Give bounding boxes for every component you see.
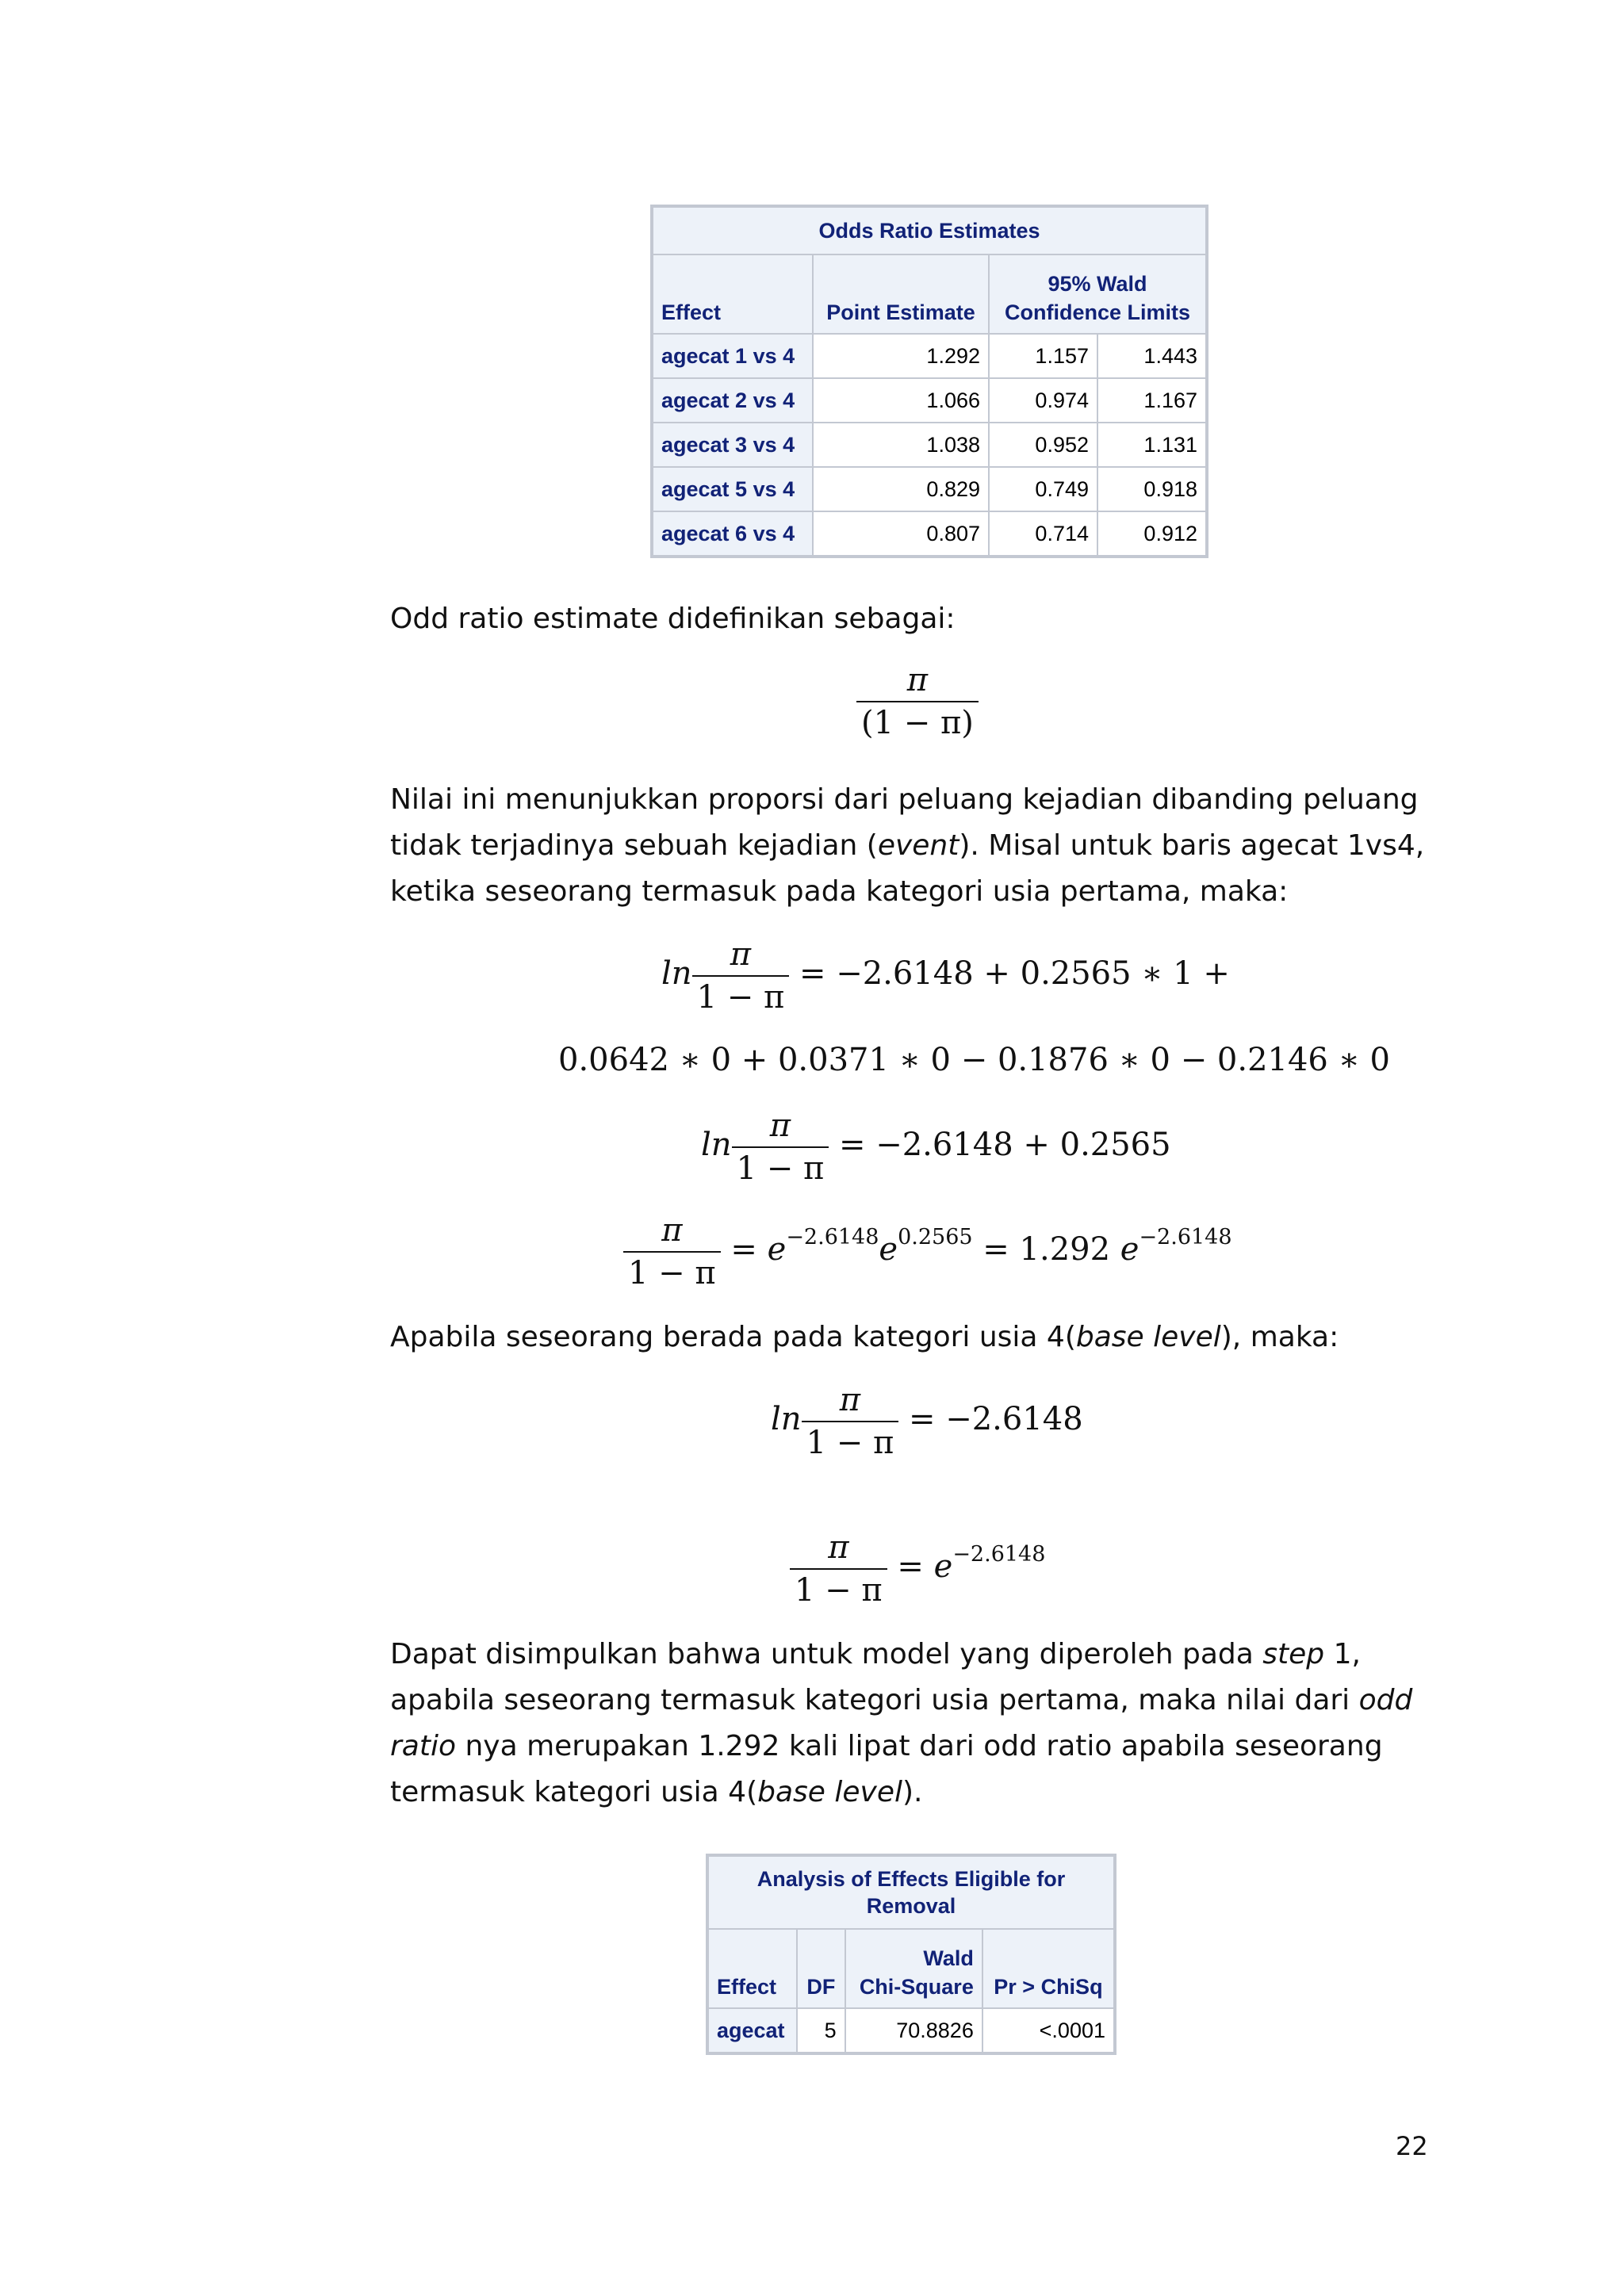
row-effect: agecat	[708, 2008, 797, 2053]
row-effect: agecat 5 vs 4	[653, 467, 813, 511]
cell-wald: 70.8826	[845, 2008, 982, 2053]
cell-point: 0.829	[813, 467, 989, 511]
col-df: DF	[797, 1929, 845, 2008]
equation-logit-base: ln $\frac{\pi}{1 - \pi}$ = −2.6148	[771, 1380, 1083, 1464]
paragraph-explanation: Nilai ini menunjukkan proporsi dari peluang kejadian dibanding peluang tidak terjadinya sebuah kejadian (event). Misal untuk baris agecat 1vs4, ketika seseorang termasuk pada kategori usia pertama, maka:	[390, 783, 1425, 908]
table-row	[708, 2008, 1114, 2053]
cell-df: 5	[797, 2008, 845, 2053]
col-effect: Effect	[708, 1929, 797, 2008]
paragraph-base-level: Apabila seseorang berada pada kategori usia 4(base level), maka:	[390, 1321, 1339, 1353]
cell-upper: 0.912	[1097, 511, 1206, 556]
removal-table	[707, 1855, 1115, 2053]
col-confidence-limits: 95% Wald Confidence Limits	[989, 254, 1206, 334]
cell-point: 1.292	[813, 334, 989, 378]
cell-lower: 0.974	[989, 378, 1097, 423]
table-row	[653, 334, 1206, 378]
row-effect: agecat 6 vs 4	[653, 511, 813, 556]
page-number: 22	[1396, 2131, 1428, 2161]
table-row	[653, 511, 1206, 556]
cell-upper: 1.167	[1097, 378, 1206, 423]
equation-odds-exponential: $\frac{\pi}{1 - \pi}$ = $e^{-2.6148}e^{0.2565} = 1.292$ $e^{-2.6148}$	[623, 1210, 1232, 1294]
cell-point: 1.066	[813, 378, 989, 423]
paragraph-definition: Odd ratio estimate didefinikan sebagai:	[390, 603, 956, 635]
cell-lower: 0.952	[989, 423, 1097, 467]
col-wald-chi-square: Wald Chi-Square	[845, 1929, 982, 2008]
row-effect: agecat 1 vs 4	[653, 334, 813, 378]
cell-upper: 1.131	[1097, 423, 1206, 467]
equation-logit-full: ln $\frac{\pi}{1 - \pi}$ = −2.6148 + 0.2565 ∗ 1 +	[661, 934, 1230, 1018]
equation-odds-base: $\frac{\pi}{1 - \pi}$ = $e^{-2.6148}$	[790, 1527, 1045, 1611]
table-row	[653, 423, 1206, 467]
equation-logit-continued: 0.0642 ∗ 0 + 0.0371 ∗ 0 − 0.1876 ∗ 0 − 0.2146 ∗ 0	[558, 1042, 1390, 1078]
cell-point: 1.038	[813, 423, 989, 467]
table-row	[653, 467, 1206, 511]
equation-logit-simplified: ln $\frac{\pi}{1 - \pi}$ = −2.6148 + 0.2565	[701, 1105, 1171, 1189]
cell-pr: <.0001	[982, 2008, 1114, 2053]
row-effect: agecat 3 vs 4	[653, 423, 813, 467]
odds-ratio-table	[652, 206, 1207, 557]
table-row	[653, 378, 1206, 423]
cell-lower: 0.714	[989, 511, 1097, 556]
col-point-estimate: Point Estimate	[813, 254, 989, 334]
cell-upper: 0.918	[1097, 467, 1206, 511]
removal-table-title: Analysis of Effects Eligible for Removal	[708, 1856, 1114, 1929]
col-effect: Effect	[653, 254, 813, 334]
row-effect: agecat 2 vs 4	[653, 378, 813, 423]
cell-upper: 1.443	[1097, 334, 1206, 378]
equation-odds-definition: $\frac{\pi}{(1 - \pi)}$	[856, 660, 979, 744]
cell-lower: 0.749	[989, 467, 1097, 511]
col-pr-chisq: Pr > ChiSq	[982, 1929, 1114, 2008]
odds-table-title: Odds Ratio Estimates	[653, 207, 1206, 254]
cell-lower: 1.157	[989, 334, 1097, 378]
cell-point: 0.807	[813, 511, 989, 556]
paragraph-conclusion: Dapat disimpulkan bahwa untuk model yang diperoleh pada step 1, apabila seseorang termasuk kategori usia pertama, maka nilai dari odd ratio nya merupakan 1.292 kali lipat dari odd ratio apabila seseorang termasuk kategori usia 4(base level).	[390, 1638, 1413, 1808]
